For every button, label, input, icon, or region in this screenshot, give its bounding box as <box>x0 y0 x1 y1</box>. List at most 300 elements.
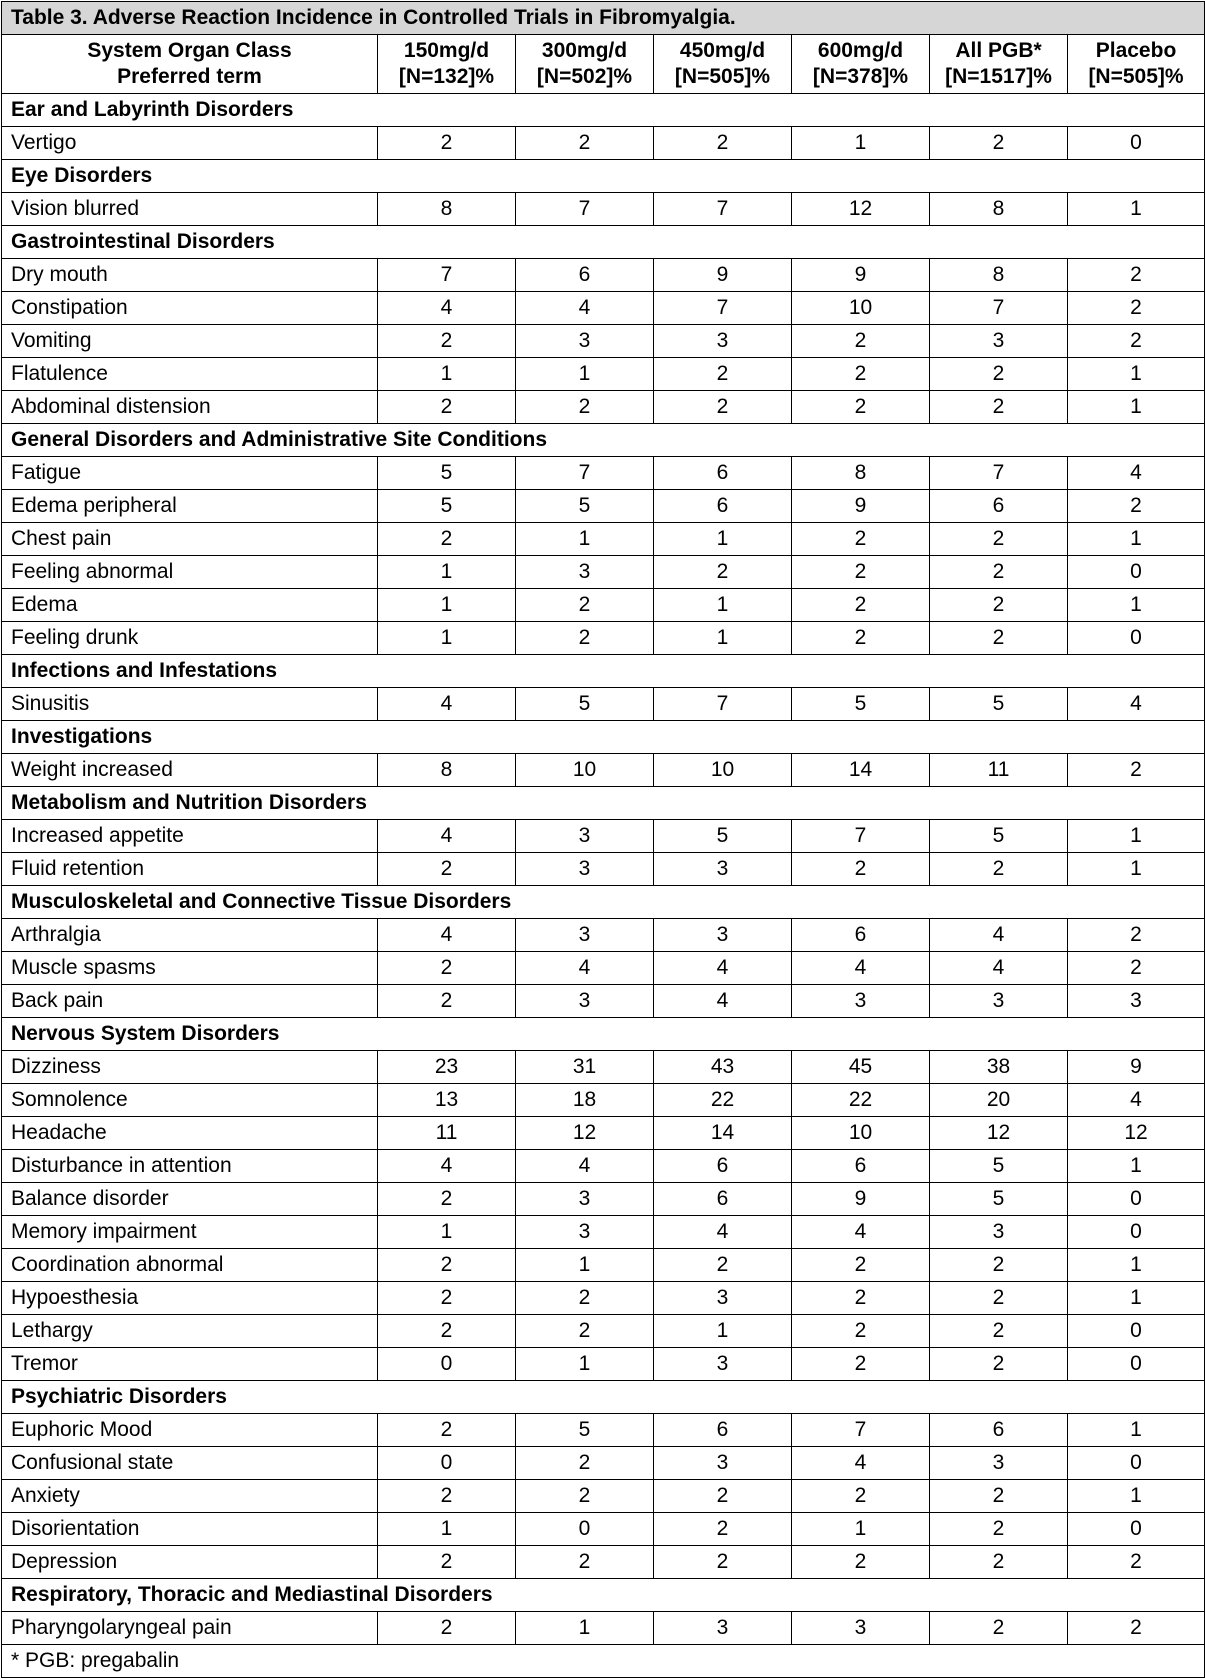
category-label: Eye Disorders <box>2 160 1205 193</box>
preferred-term-cell: Edema peripheral <box>2 490 378 523</box>
value-cell: 14 <box>654 1117 792 1150</box>
value-cell: 2 <box>1068 1612 1205 1645</box>
value-cell: 2 <box>930 853 1068 886</box>
value-cell: 43 <box>654 1051 792 1084</box>
value-cell: 5 <box>930 1183 1068 1216</box>
value-cell: 2 <box>378 1414 516 1447</box>
value-cell: 4 <box>378 820 516 853</box>
value-cell: 1 <box>1068 358 1205 391</box>
preferred-term-cell: Chest pain <box>2 523 378 556</box>
value-cell: 0 <box>1068 1216 1205 1249</box>
value-cell: 4 <box>792 952 930 985</box>
value-cell: 0 <box>1068 556 1205 589</box>
value-cell: 3 <box>516 556 654 589</box>
value-cell: 2 <box>378 1249 516 1282</box>
value-cell: 3 <box>930 1216 1068 1249</box>
table-row <box>2 259 1205 292</box>
value-cell: 3 <box>516 1216 654 1249</box>
value-cell: 3 <box>654 1282 792 1315</box>
value-cell: 4 <box>1068 688 1205 721</box>
column-header <box>792 35 930 94</box>
value-cell: 2 <box>792 523 930 556</box>
table-row <box>2 556 1205 589</box>
value-cell: 2 <box>792 358 930 391</box>
preferred-term-cell: Abdominal distension <box>2 391 378 424</box>
preferred-term-cell: Arthralgia <box>2 919 378 952</box>
value-cell: 2 <box>930 127 1068 160</box>
value-cell: 3 <box>516 985 654 1018</box>
category-row <box>2 1018 1205 1051</box>
value-cell: 2 <box>654 1249 792 1282</box>
table-row <box>2 127 1205 160</box>
value-cell: 7 <box>654 688 792 721</box>
value-cell: 7 <box>930 457 1068 490</box>
value-cell: 0 <box>1068 127 1205 160</box>
table-row <box>2 688 1205 721</box>
table-row <box>2 820 1205 853</box>
value-cell: 2 <box>930 622 1068 655</box>
value-cell: 1 <box>792 1513 930 1546</box>
preferred-term-cell: Euphoric Mood <box>2 1414 378 1447</box>
column-header-line: [N=502]% <box>536 65 633 88</box>
value-cell: 6 <box>654 1150 792 1183</box>
column-header <box>1068 35 1205 94</box>
value-cell: 2 <box>792 1348 930 1381</box>
value-cell: 1 <box>654 589 792 622</box>
column-header-line: All PGB* <box>955 39 1042 62</box>
value-cell: 1 <box>1068 391 1205 424</box>
footnote: * PGB: pregabalin <box>2 1645 1205 1678</box>
value-cell: 2 <box>516 1315 654 1348</box>
value-cell: 2 <box>930 589 1068 622</box>
preferred-term-cell: Vision blurred <box>2 193 378 226</box>
preferred-term-cell: Increased appetite <box>2 820 378 853</box>
value-cell: 3 <box>654 325 792 358</box>
value-cell: 2 <box>930 1315 1068 1348</box>
value-cell: 3 <box>930 325 1068 358</box>
value-cell: 6 <box>792 1150 930 1183</box>
column-header <box>516 35 654 94</box>
value-cell: 3 <box>792 985 930 1018</box>
value-cell: 2 <box>378 1315 516 1348</box>
value-cell: 2 <box>930 556 1068 589</box>
value-cell: 0 <box>1068 1315 1205 1348</box>
value-cell: 2 <box>378 391 516 424</box>
value-cell: 2 <box>516 1480 654 1513</box>
table-row <box>2 1249 1205 1282</box>
value-cell: 2 <box>1068 292 1205 325</box>
value-cell: 2 <box>930 1480 1068 1513</box>
value-cell: 5 <box>930 820 1068 853</box>
table-row <box>2 1150 1205 1183</box>
table-row <box>2 919 1205 952</box>
value-cell: 6 <box>654 490 792 523</box>
preferred-term-cell: Disorientation <box>2 1513 378 1546</box>
footnote-row <box>2 1645 1205 1678</box>
value-cell: 2 <box>378 985 516 1018</box>
value-cell: 0 <box>1068 1513 1205 1546</box>
value-cell: 2 <box>1068 919 1205 952</box>
value-cell: 2 <box>654 1480 792 1513</box>
preferred-term-cell: Feeling drunk <box>2 622 378 655</box>
value-cell: 4 <box>654 952 792 985</box>
value-cell: 7 <box>654 292 792 325</box>
value-cell: 1 <box>516 1249 654 1282</box>
value-cell: 2 <box>516 622 654 655</box>
value-cell: 1 <box>792 127 930 160</box>
value-cell: 9 <box>792 259 930 292</box>
value-cell: 1 <box>516 1612 654 1645</box>
table-row <box>2 853 1205 886</box>
preferred-term-cell: Fatigue <box>2 457 378 490</box>
value-cell: 4 <box>792 1447 930 1480</box>
value-cell: 2 <box>654 1513 792 1546</box>
column-header-line: 600mg/d <box>817 39 904 62</box>
table-row <box>2 1480 1205 1513</box>
table-row <box>2 1447 1205 1480</box>
preferred-term-cell: Anxiety <box>2 1480 378 1513</box>
value-cell: 1 <box>1068 589 1205 622</box>
table-row <box>2 1348 1205 1381</box>
value-cell: 2 <box>930 1282 1068 1315</box>
value-cell: 6 <box>654 1414 792 1447</box>
value-cell: 1 <box>378 589 516 622</box>
value-cell: 1 <box>1068 193 1205 226</box>
value-cell: 2 <box>378 523 516 556</box>
value-cell: 5 <box>516 1414 654 1447</box>
value-cell: 0 <box>516 1513 654 1546</box>
column-header <box>930 35 1068 94</box>
value-cell: 31 <box>516 1051 654 1084</box>
value-cell: 1 <box>654 622 792 655</box>
value-cell: 2 <box>1068 952 1205 985</box>
preferred-term-cell: Dry mouth <box>2 259 378 292</box>
value-cell: 2 <box>930 1546 1068 1579</box>
column-header-line: System Organ Class <box>87 39 292 62</box>
value-cell: 0 <box>1068 1183 1205 1216</box>
value-cell: 2 <box>516 589 654 622</box>
value-cell: 10 <box>792 292 930 325</box>
value-cell: 1 <box>378 1513 516 1546</box>
category-row <box>2 721 1205 754</box>
value-cell: 7 <box>378 259 516 292</box>
table-row <box>2 1546 1205 1579</box>
value-cell: 3 <box>516 820 654 853</box>
value-cell: 10 <box>792 1117 930 1150</box>
value-cell: 2 <box>792 1546 930 1579</box>
value-cell: 4 <box>930 919 1068 952</box>
value-cell: 2 <box>792 1315 930 1348</box>
preferred-term-cell: Tremor <box>2 1348 378 1381</box>
preferred-term-cell: Vertigo <box>2 127 378 160</box>
value-cell: 1 <box>1068 523 1205 556</box>
value-cell: 2 <box>654 556 792 589</box>
table-row <box>2 358 1205 391</box>
value-cell: 23 <box>378 1051 516 1084</box>
value-cell: 1 <box>378 358 516 391</box>
value-cell: 2 <box>792 391 930 424</box>
value-cell: 6 <box>516 259 654 292</box>
value-cell: 2 <box>930 391 1068 424</box>
category-row <box>2 94 1205 127</box>
value-cell: 12 <box>1068 1117 1205 1150</box>
category-label: General Disorders and Administrative Site Conditions <box>2 424 1205 457</box>
column-header-line: [N=378]% <box>812 65 909 88</box>
value-cell: 2 <box>654 1546 792 1579</box>
table-title: Table 3. Adverse Reaction Incidence in Controlled Trials in Fibromyalgia. <box>2 2 1205 35</box>
table-row <box>2 1513 1205 1546</box>
column-header-line: 450mg/d <box>679 39 766 62</box>
value-cell: 3 <box>654 919 792 952</box>
column-header-line: Placebo <box>1095 39 1177 62</box>
preferred-term-cell: Constipation <box>2 292 378 325</box>
preferred-term-cell: Sinusitis <box>2 688 378 721</box>
value-cell: 4 <box>378 688 516 721</box>
category-label: Infections and Infestations <box>2 655 1205 688</box>
category-row <box>2 1579 1205 1612</box>
table-row <box>2 1216 1205 1249</box>
value-cell: 0 <box>1068 1348 1205 1381</box>
value-cell: 8 <box>930 259 1068 292</box>
value-cell: 2 <box>654 358 792 391</box>
table-row <box>2 1117 1205 1150</box>
value-cell: 9 <box>654 259 792 292</box>
value-cell: 1 <box>1068 1249 1205 1282</box>
preferred-term-cell: Vomiting <box>2 325 378 358</box>
value-cell: 3 <box>654 853 792 886</box>
value-cell: 3 <box>654 1348 792 1381</box>
value-cell: 5 <box>516 688 654 721</box>
value-cell: 0 <box>1068 1447 1205 1480</box>
preferred-term-cell: Lethargy <box>2 1315 378 1348</box>
value-cell: 3 <box>516 853 654 886</box>
preferred-term-cell: Muscle spasms <box>2 952 378 985</box>
value-cell: 8 <box>930 193 1068 226</box>
adverse-reaction-table <box>1 1 1205 1678</box>
table-row <box>2 325 1205 358</box>
value-cell: 1 <box>1068 1150 1205 1183</box>
value-cell: 12 <box>516 1117 654 1150</box>
preferred-term-cell: Headache <box>2 1117 378 1150</box>
preferred-term-cell: Memory impairment <box>2 1216 378 1249</box>
value-cell: 7 <box>516 457 654 490</box>
value-cell: 5 <box>654 820 792 853</box>
value-cell: 2 <box>930 1249 1068 1282</box>
value-cell: 45 <box>792 1051 930 1084</box>
value-cell: 6 <box>654 1183 792 1216</box>
value-cell: 3 <box>516 1183 654 1216</box>
value-cell: 6 <box>930 1414 1068 1447</box>
category-row <box>2 787 1205 820</box>
value-cell: 1 <box>378 1216 516 1249</box>
value-cell: 3 <box>654 1612 792 1645</box>
table-row <box>2 1612 1205 1645</box>
preferred-term-cell: Dizziness <box>2 1051 378 1084</box>
category-label: Nervous System Disorders <box>2 1018 1205 1051</box>
value-cell: 2 <box>1068 259 1205 292</box>
value-cell: 2 <box>792 1480 930 1513</box>
column-header-line: [N=505]% <box>1088 65 1184 88</box>
value-cell: 1 <box>378 556 516 589</box>
value-cell: 1 <box>1068 853 1205 886</box>
value-cell: 7 <box>516 193 654 226</box>
value-cell: 2 <box>516 391 654 424</box>
value-cell: 2 <box>378 127 516 160</box>
value-cell: 10 <box>516 754 654 787</box>
value-cell: 4 <box>378 919 516 952</box>
value-cell: 2 <box>930 1612 1068 1645</box>
value-cell: 2 <box>378 1612 516 1645</box>
column-header <box>654 35 792 94</box>
value-cell: 10 <box>654 754 792 787</box>
value-cell: 8 <box>378 754 516 787</box>
value-cell: 5 <box>930 1150 1068 1183</box>
value-cell: 4 <box>378 292 516 325</box>
table-row <box>2 490 1205 523</box>
value-cell: 5 <box>516 490 654 523</box>
value-cell: 2 <box>792 1282 930 1315</box>
category-label: Musculoskeletal and Connective Tissue Disorders <box>2 886 1205 919</box>
value-cell: 8 <box>792 457 930 490</box>
value-cell: 2 <box>516 1546 654 1579</box>
value-cell: 4 <box>654 1216 792 1249</box>
value-cell: 1 <box>516 523 654 556</box>
value-cell: 2 <box>378 853 516 886</box>
category-row <box>2 1381 1205 1414</box>
preferred-term-cell: Coordination abnormal <box>2 1249 378 1282</box>
preferred-term-cell: Weight increased <box>2 754 378 787</box>
value-cell: 5 <box>930 688 1068 721</box>
value-cell: 7 <box>654 193 792 226</box>
preferred-term-cell: Feeling abnormal <box>2 556 378 589</box>
value-cell: 2 <box>654 391 792 424</box>
value-cell: 6 <box>930 490 1068 523</box>
value-cell: 3 <box>654 1447 792 1480</box>
value-cell: 12 <box>792 193 930 226</box>
value-cell: 2 <box>792 325 930 358</box>
value-cell: 2 <box>792 853 930 886</box>
table-title-row <box>2 2 1205 35</box>
value-cell: 9 <box>1068 1051 1205 1084</box>
value-cell: 22 <box>792 1084 930 1117</box>
value-cell: 2 <box>792 556 930 589</box>
value-cell: 1 <box>654 523 792 556</box>
value-cell: 3 <box>792 1612 930 1645</box>
value-cell: 2 <box>378 1546 516 1579</box>
category-row <box>2 886 1205 919</box>
value-cell: 3 <box>1068 985 1205 1018</box>
value-cell: 6 <box>792 919 930 952</box>
value-cell: 2 <box>378 325 516 358</box>
value-cell: 4 <box>930 952 1068 985</box>
table-row <box>2 523 1205 556</box>
table-row <box>2 391 1205 424</box>
value-cell: 4 <box>1068 457 1205 490</box>
value-cell: 1 <box>516 358 654 391</box>
preferred-term-cell: Balance disorder <box>2 1183 378 1216</box>
value-cell: 2 <box>516 1282 654 1315</box>
value-cell: 20 <box>930 1084 1068 1117</box>
value-cell: 2 <box>792 622 930 655</box>
preferred-term-cell: Edema <box>2 589 378 622</box>
value-cell: 3 <box>930 985 1068 1018</box>
value-cell: 22 <box>654 1084 792 1117</box>
value-cell: 1 <box>378 622 516 655</box>
value-cell: 0 <box>378 1447 516 1480</box>
value-cell: 2 <box>1068 754 1205 787</box>
value-cell: 7 <box>792 820 930 853</box>
category-label: Psychiatric Disorders <box>2 1381 1205 1414</box>
value-cell: 4 <box>516 1150 654 1183</box>
column-header-line: [N=1517]% <box>945 65 1052 88</box>
value-cell: 1 <box>1068 1480 1205 1513</box>
category-label: Respiratory, Thoracic and Mediastinal Disorders <box>2 1579 1205 1612</box>
value-cell: 38 <box>930 1051 1068 1084</box>
preferred-term-cell: Back pain <box>2 985 378 1018</box>
preferred-term-cell: Hypoesthesia <box>2 1282 378 1315</box>
category-label: Metabolism and Nutrition Disorders <box>2 787 1205 820</box>
value-cell: 9 <box>792 490 930 523</box>
table-row <box>2 457 1205 490</box>
table-row <box>2 193 1205 226</box>
value-cell: 2 <box>516 127 654 160</box>
category-row <box>2 226 1205 259</box>
table-row <box>2 1084 1205 1117</box>
table-row <box>2 952 1205 985</box>
value-cell: 0 <box>378 1348 516 1381</box>
value-cell: 2 <box>930 358 1068 391</box>
category-row <box>2 160 1205 193</box>
value-cell: 5 <box>792 688 930 721</box>
column-header-line: Preferred term <box>117 65 262 88</box>
category-row <box>2 424 1205 457</box>
value-cell: 2 <box>930 1348 1068 1381</box>
value-cell: 3 <box>516 919 654 952</box>
value-cell: 11 <box>930 754 1068 787</box>
value-cell: 5 <box>378 457 516 490</box>
value-cell: 4 <box>654 985 792 1018</box>
table-row <box>2 292 1205 325</box>
column-header-line: [N=132]% <box>398 65 495 88</box>
value-cell: 3 <box>930 1447 1068 1480</box>
value-cell: 2 <box>516 1447 654 1480</box>
value-cell: 2 <box>930 1513 1068 1546</box>
value-cell: 1 <box>654 1315 792 1348</box>
value-cell: 2 <box>930 523 1068 556</box>
category-label: Ear and Labyrinth Disorders <box>2 94 1205 127</box>
value-cell: 1 <box>516 1348 654 1381</box>
column-header-row <box>2 35 1205 94</box>
value-cell: 2 <box>654 127 792 160</box>
value-cell: 2 <box>378 952 516 985</box>
value-cell: 11 <box>378 1117 516 1150</box>
table-row <box>2 1051 1205 1084</box>
value-cell: 2 <box>1068 325 1205 358</box>
value-cell: 5 <box>378 490 516 523</box>
value-cell: 1 <box>1068 1414 1205 1447</box>
value-cell: 13 <box>378 1084 516 1117</box>
preferred-term-cell: Confusional state <box>2 1447 378 1480</box>
value-cell: 4 <box>378 1150 516 1183</box>
value-cell: 7 <box>792 1414 930 1447</box>
table-row <box>2 985 1205 1018</box>
value-cell: 2 <box>792 589 930 622</box>
value-cell: 1 <box>1068 1282 1205 1315</box>
column-header-term <box>2 35 378 94</box>
value-cell: 2 <box>1068 490 1205 523</box>
value-cell: 14 <box>792 754 930 787</box>
value-cell: 4 <box>1068 1084 1205 1117</box>
